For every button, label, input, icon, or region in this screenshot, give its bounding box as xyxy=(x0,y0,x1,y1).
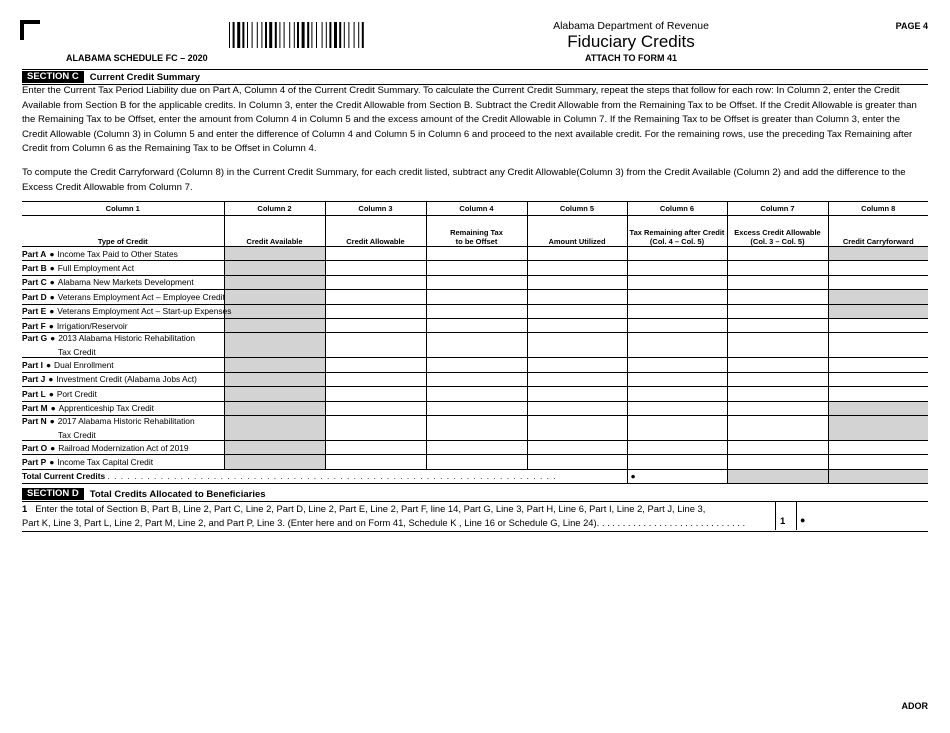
amount-entry-cell[interactable] xyxy=(426,455,527,469)
column-number-3: Column 3 xyxy=(325,202,426,216)
amount-entry-cell[interactable] xyxy=(727,275,828,289)
amount-entry-cell[interactable] xyxy=(727,455,828,469)
barcode-image xyxy=(229,22,366,48)
credit-type-cell xyxy=(22,415,224,440)
amount-entry-cell[interactable] xyxy=(828,261,928,275)
credit-row xyxy=(22,247,928,261)
barcode-bar xyxy=(311,22,312,48)
credit-label: Veterans Employment Act – Start-up Expenses xyxy=(57,306,232,317)
column-number-8: Column 8 xyxy=(828,202,928,216)
form-title: Fiduciary Credits xyxy=(567,32,695,51)
credit-label: 2017 Alabama Historic Rehabilitation xyxy=(57,415,195,426)
amount-entry-cell[interactable] xyxy=(627,275,727,289)
credit-part-code: Part A xyxy=(22,248,47,259)
barcode-bar xyxy=(302,22,305,48)
bullet-icon: ● xyxy=(49,263,55,274)
barcode-bar xyxy=(354,22,355,48)
credit-label: 2013 Alabama Historic Rehabilitation xyxy=(58,333,196,344)
amount-entry-cell[interactable] xyxy=(727,440,828,454)
bullet-icon: ● xyxy=(48,388,54,399)
shaded-cell xyxy=(224,247,325,261)
credit-type-cell xyxy=(22,247,224,261)
credit-row xyxy=(22,290,928,304)
credit-row xyxy=(22,261,928,275)
bullet-icon: ● xyxy=(50,403,56,414)
credit-part-code: Part B xyxy=(22,263,47,274)
shaded-cell xyxy=(224,440,325,454)
credit-type-cell xyxy=(22,275,224,289)
column-number-2: Column 2 xyxy=(224,202,325,216)
amount-entry-cell[interactable] xyxy=(727,261,828,275)
credit-label: Irrigation/Reservoir xyxy=(56,320,128,331)
barcode-bar xyxy=(269,22,272,48)
amount-entry-cell[interactable] xyxy=(527,415,627,440)
amount-entry-cell[interactable] xyxy=(527,247,627,261)
amount-entry-cell[interactable] xyxy=(325,415,426,440)
amount-entry-cell[interactable] xyxy=(727,318,828,332)
shaded-cell xyxy=(224,261,325,275)
credit-row xyxy=(22,387,928,401)
bullet-icon: ● xyxy=(49,277,55,288)
amount-entry-cell[interactable] xyxy=(627,304,727,318)
shaded-cell xyxy=(224,415,325,440)
amount-entry-cell[interactable] xyxy=(426,247,527,261)
barcode-bar xyxy=(358,22,359,48)
amount-entry-cell[interactable] xyxy=(727,247,828,261)
amount-entry-cell[interactable] xyxy=(727,372,828,386)
credit-row xyxy=(22,304,928,318)
amount-entry-cell[interactable] xyxy=(527,275,627,289)
section-d-bottom-rule xyxy=(22,531,928,532)
amount-entry-cell[interactable] xyxy=(727,401,828,415)
amount-entry-cell[interactable] xyxy=(828,387,928,401)
credit-type-cell xyxy=(22,387,224,401)
total-current-credits-label xyxy=(22,469,627,483)
barcode-bar xyxy=(261,22,262,48)
credit-type-cell xyxy=(22,440,224,454)
amount-entry-cell[interactable] xyxy=(627,440,727,454)
credit-label-continued: Tax Credit xyxy=(58,347,96,358)
shaded-cell xyxy=(828,247,928,261)
amount-entry-cell[interactable] xyxy=(527,318,627,332)
barcode-bar xyxy=(275,22,277,48)
shaded-cell xyxy=(828,304,928,318)
credit-part-code: Part O xyxy=(22,442,48,453)
bullet-icon: ● xyxy=(48,320,54,331)
shaded-cell xyxy=(224,333,325,358)
carryforward-instructions: To compute the Credit Carryforward (Column 8) in the Current Credit Summary, for each credit listed, subtract any Credit Allowable(Column 3) from the Credit Available (Column 2) and add the difference to the Excess Credit Allowable from Column 7. xyxy=(22,167,906,193)
amount-entry-cell[interactable] xyxy=(325,247,426,261)
barcode-bar xyxy=(307,22,309,48)
amount-entry-cell[interactable] xyxy=(627,333,727,358)
amount-entry-cell[interactable] xyxy=(426,318,527,332)
amount-entry-cell[interactable] xyxy=(627,247,727,261)
barcode-bar xyxy=(289,22,290,48)
shaded-cell xyxy=(224,372,325,386)
section-c-instructions: Enter the Current Tax Period Liability due on Part A, Column 4 of the Current Credit Summary. To calculate the Current Credit Summary, repeat the steps that follow for each row: In Column 2, enter the Credit Available from Section B for the applicable credits. In Column 3, enter the Credit Allowable from Section B. Subtract the Credit Allowable from the Remaining Tax to be Offset. If the Credit Allowable is greater than the Remaining Tax to be Offset, enter the amount from Column 4 in Column 5 and the excess amount of the Credit Allowable in Column 7. If the Remaining Tax to be Offset is greater than Column 3, enter the Credit Allowable (Column 3) in Column 5 and enter the difference of Column 4 and Column 5 in Column 6 and proceed to the next available credit. For the remaining rows, use the preceding Tax Remaining after Credit from Column 6 as the Remaining Tax to be Offset in Column 4. xyxy=(22,85,917,154)
credit-label: Full Employment Act xyxy=(57,263,135,274)
column-header-5: Amount Utilized xyxy=(527,216,627,247)
amount-entry-cell[interactable] xyxy=(828,333,928,358)
amount-entry-cell[interactable] xyxy=(426,261,527,275)
line-1-label-box xyxy=(775,502,797,530)
amount-entry-cell[interactable] xyxy=(325,401,426,415)
shaded-cell xyxy=(224,318,325,332)
credit-part-code: Part D xyxy=(22,291,47,302)
barcode-bar xyxy=(316,22,317,48)
barcode-bar xyxy=(284,22,285,48)
bullet-icon: ● xyxy=(48,374,54,385)
credit-part-code: Part J xyxy=(22,374,46,385)
schedule-title: ALABAMA SCHEDULE FC – 2020 xyxy=(66,53,208,63)
amount-entry-cell[interactable] xyxy=(527,372,627,386)
amount-entry-cell[interactable] xyxy=(426,290,527,304)
credit-label: Railroad Modernization Act of 2019 xyxy=(58,442,189,453)
shaded-cell xyxy=(224,387,325,401)
credit-row xyxy=(22,372,928,386)
amount-entry-cell[interactable] xyxy=(325,318,426,332)
credit-label: Port Credit xyxy=(56,388,97,399)
amount-entry-cell[interactable] xyxy=(325,261,426,275)
amount-entry-cell[interactable] xyxy=(627,372,727,386)
total-leader-dots: . . . . . . . . . . . . . . . . . . . . . . . . . . . . . . . . . . . . . . . . . . . . . . . . . . . . . . . . . . . . . . . . . . . . xyxy=(107,471,557,482)
shaded-cell xyxy=(224,401,325,415)
shaded-cell xyxy=(224,275,325,289)
amount-entry-cell[interactable] xyxy=(325,275,426,289)
amount-entry-cell[interactable] xyxy=(527,261,627,275)
total-shaded-cell xyxy=(828,469,928,483)
barcode-bar xyxy=(339,22,341,48)
amount-entry-cell[interactable] xyxy=(828,275,928,289)
amount-entry-cell[interactable] xyxy=(426,401,527,415)
amount-entry-cell[interactable] xyxy=(828,455,928,469)
credit-part-code: Part L xyxy=(22,388,46,399)
amount-entry-cell[interactable] xyxy=(527,290,627,304)
amount-entry-cell[interactable] xyxy=(527,455,627,469)
total-label-text: Total Current Credits xyxy=(22,471,106,482)
credit-label: Apprenticeship Tax Credit xyxy=(58,403,154,414)
amount-entry-cell[interactable] xyxy=(527,440,627,454)
total-bullet: ● xyxy=(630,471,636,482)
section-c-heading: Current Credit Summary xyxy=(89,71,201,83)
barcode-bar xyxy=(265,22,267,48)
barcode-bar xyxy=(297,22,299,48)
barcode-bar xyxy=(334,22,337,48)
barcode-bar xyxy=(247,22,248,48)
amount-entry-cell[interactable] xyxy=(325,440,426,454)
credit-label: Alabama New Markets Development xyxy=(57,277,194,288)
credit-label: Veterans Employment Act – Employee Credit xyxy=(57,291,225,302)
registration-corner-mark xyxy=(20,20,40,40)
shaded-cell xyxy=(224,290,325,304)
barcode-bar xyxy=(237,22,240,48)
amount-entry-cell[interactable] xyxy=(527,358,627,372)
section-d-line-1-cont xyxy=(22,515,774,530)
credit-type-cell xyxy=(22,358,224,372)
barcode-bar xyxy=(279,22,280,48)
amount-entry-cell[interactable] xyxy=(627,415,727,440)
credit-part-code: Part I xyxy=(22,360,43,371)
credit-row xyxy=(22,275,928,289)
column-header-4: Remaining Tax to be Offset xyxy=(426,216,527,247)
amount-entry-cell[interactable] xyxy=(426,387,527,401)
bullet-icon: ● xyxy=(50,333,56,344)
line-1-text-part-1: Enter the total of Section B, Part B, Line 2, Part C, Line 2, Part D, Line 2, Part E, Line 2, Part F, line 14, Part G, Line 3, Part H, Line 6, Part I, Line 2, Part J, Line 3, xyxy=(35,503,706,514)
amount-entry-cell[interactable] xyxy=(627,401,727,415)
amount-entry-cell[interactable] xyxy=(325,333,426,358)
credit-label: Income Tax Paid to Other States xyxy=(57,248,178,259)
credit-part-code: Part E xyxy=(22,306,47,317)
amount-entry-cell[interactable] xyxy=(325,372,426,386)
amount-entry-cell[interactable] xyxy=(527,401,627,415)
amount-entry-cell[interactable] xyxy=(828,318,928,332)
credit-part-code: Part M xyxy=(22,403,48,414)
column-header-8: Credit Carryforward xyxy=(828,216,928,247)
credit-type-cell xyxy=(22,401,224,415)
credit-label: Dual Enrollment xyxy=(54,360,114,371)
amount-entry-cell[interactable] xyxy=(727,415,828,440)
credit-label: Income Tax Capital Credit xyxy=(57,456,154,467)
amount-entry-cell[interactable] xyxy=(325,304,426,318)
department-name: Alabama Department of Revenue xyxy=(553,20,709,32)
amount-entry-cell[interactable] xyxy=(627,261,727,275)
column-number-row xyxy=(22,202,928,216)
line-1-answer-label: 1 xyxy=(780,516,786,527)
bullet-icon: ● xyxy=(50,442,56,453)
column-header-2: Credit Available xyxy=(224,216,325,247)
credit-type-cell xyxy=(22,261,224,275)
amount-entry-cell[interactable] xyxy=(727,387,828,401)
bullet-icon: ● xyxy=(49,291,55,302)
amount-entry-cell[interactable] xyxy=(627,455,727,469)
amount-entry-cell[interactable] xyxy=(727,358,828,372)
amount-entry-cell[interactable] xyxy=(325,290,426,304)
amount-entry-cell[interactable] xyxy=(426,358,527,372)
credit-part-code: Part C xyxy=(22,277,47,288)
current-credit-summary-table xyxy=(22,201,928,484)
bullet-icon: ● xyxy=(49,306,55,317)
shaded-cell xyxy=(224,358,325,372)
amount-entry-cell[interactable] xyxy=(727,290,828,304)
credit-row xyxy=(22,333,928,358)
column-number-4: Column 4 xyxy=(426,202,527,216)
amount-entry-cell[interactable] xyxy=(527,333,627,358)
column-header-row xyxy=(22,216,928,247)
credit-row xyxy=(22,358,928,372)
amount-entry-cell[interactable] xyxy=(828,440,928,454)
amount-entry-cell[interactable] xyxy=(527,387,627,401)
amount-entry-cell[interactable] xyxy=(426,304,527,318)
line-number: 1 xyxy=(22,503,28,514)
section-d-bar xyxy=(22,487,928,502)
bullet-icon: ● xyxy=(45,360,52,371)
amount-entry-cell[interactable] xyxy=(426,333,527,358)
column-number-5: Column 5 xyxy=(527,202,627,216)
credit-part-code: Part N xyxy=(22,415,47,426)
barcode-bar xyxy=(233,22,235,48)
barcode-bar xyxy=(229,22,230,48)
line-1-text-part-2: Part K, Line 3, Part L, Line 2, Part M, Line 2, and Part P, Line 3. (Enter here and on Form 41, Schedule K , Line 16 or Schedule G, Line 24). . . . . . . . . . . . . . . . . . . . . . . . . . . . . xyxy=(22,517,746,528)
credit-type-cell xyxy=(22,318,224,332)
line-1-answer-field[interactable]: ● xyxy=(800,515,806,525)
amount-entry-cell[interactable] xyxy=(627,318,727,332)
amount-entry-cell[interactable] xyxy=(426,415,527,440)
amount-entry-cell[interactable] xyxy=(828,358,928,372)
barcode-bar xyxy=(329,22,331,48)
barcode-bar xyxy=(348,22,349,48)
column-number-7: Column 7 xyxy=(727,202,828,216)
barcode-bar xyxy=(344,22,345,48)
amount-entry-cell[interactable] xyxy=(325,358,426,372)
section-d-heading: Total Credits Allocated to Beneficiaries xyxy=(89,488,266,500)
credit-part-code: Part P xyxy=(22,456,47,467)
shaded-cell xyxy=(828,290,928,304)
section-c-tag: SECTION C xyxy=(22,71,84,83)
bullet-icon: ● xyxy=(49,456,55,467)
credit-part-code: Part F xyxy=(22,320,46,331)
amount-entry-cell[interactable] xyxy=(325,455,426,469)
credit-type-cell xyxy=(22,333,224,358)
column-header-3: Credit Allowable xyxy=(325,216,426,247)
amount-entry-cell[interactable] xyxy=(426,440,527,454)
credit-row xyxy=(22,440,928,454)
shaded-cell xyxy=(828,415,928,440)
credit-row xyxy=(22,318,928,332)
column-header-7: Excess Credit Allowable (Col. 3 – Col. 5) xyxy=(727,216,828,247)
credit-type-cell xyxy=(22,290,224,304)
credit-row xyxy=(22,401,928,415)
barcode-bar xyxy=(252,22,253,48)
amount-entry-cell[interactable] xyxy=(627,387,727,401)
total-amount-utilized-cell[interactable] xyxy=(627,469,727,483)
credit-type-cell xyxy=(22,455,224,469)
total-shaded-cell xyxy=(727,469,828,483)
amount-entry-cell[interactable] xyxy=(426,372,527,386)
total-current-credits-row xyxy=(22,469,928,483)
barcode-bar xyxy=(294,22,295,48)
amount-entry-cell[interactable] xyxy=(527,304,627,318)
column-number-1: Column 1 xyxy=(22,202,224,216)
credit-row xyxy=(22,415,928,440)
credit-type-cell xyxy=(22,372,224,386)
amount-entry-cell[interactable] xyxy=(727,333,828,358)
page-number: PAGE 4 xyxy=(895,21,928,31)
amount-entry-cell[interactable] xyxy=(325,387,426,401)
credit-row xyxy=(22,455,928,469)
bullet-icon: ● xyxy=(49,415,55,426)
shaded-cell xyxy=(828,401,928,415)
amount-entry-cell[interactable] xyxy=(828,372,928,386)
amount-entry-cell[interactable] xyxy=(627,358,727,372)
section-d-tag: SECTION D xyxy=(22,488,84,500)
footer-agency: ADOR xyxy=(901,701,928,711)
attach-note: ATTACH TO FORM 41 xyxy=(585,53,677,63)
credit-part-code: Part G xyxy=(22,333,48,344)
amount-entry-cell[interactable] xyxy=(627,290,727,304)
credit-label: Investment Credit (Alabama Jobs Act) xyxy=(56,374,197,385)
column-header-1: Type of Credit xyxy=(22,216,224,247)
barcode-bar xyxy=(362,22,364,48)
barcode-bar xyxy=(257,22,258,48)
amount-entry-cell[interactable] xyxy=(426,275,527,289)
barcode-bar xyxy=(326,22,327,48)
section-c-bar xyxy=(22,69,928,85)
column-number-6: Column 6 xyxy=(627,202,727,216)
barcode-bar xyxy=(322,22,323,48)
credit-type-cell xyxy=(22,304,232,318)
barcode-bar xyxy=(242,22,244,48)
credit-label-continued: Tax Credit xyxy=(58,429,96,440)
shaded-cell xyxy=(224,304,325,318)
amount-entry-cell[interactable] xyxy=(727,304,828,318)
bullet-icon: ● xyxy=(49,248,55,259)
shaded-cell xyxy=(224,455,325,469)
column-header-6: Tax Remaining after Credit (Col. 4 – Col. 5) xyxy=(627,216,727,247)
